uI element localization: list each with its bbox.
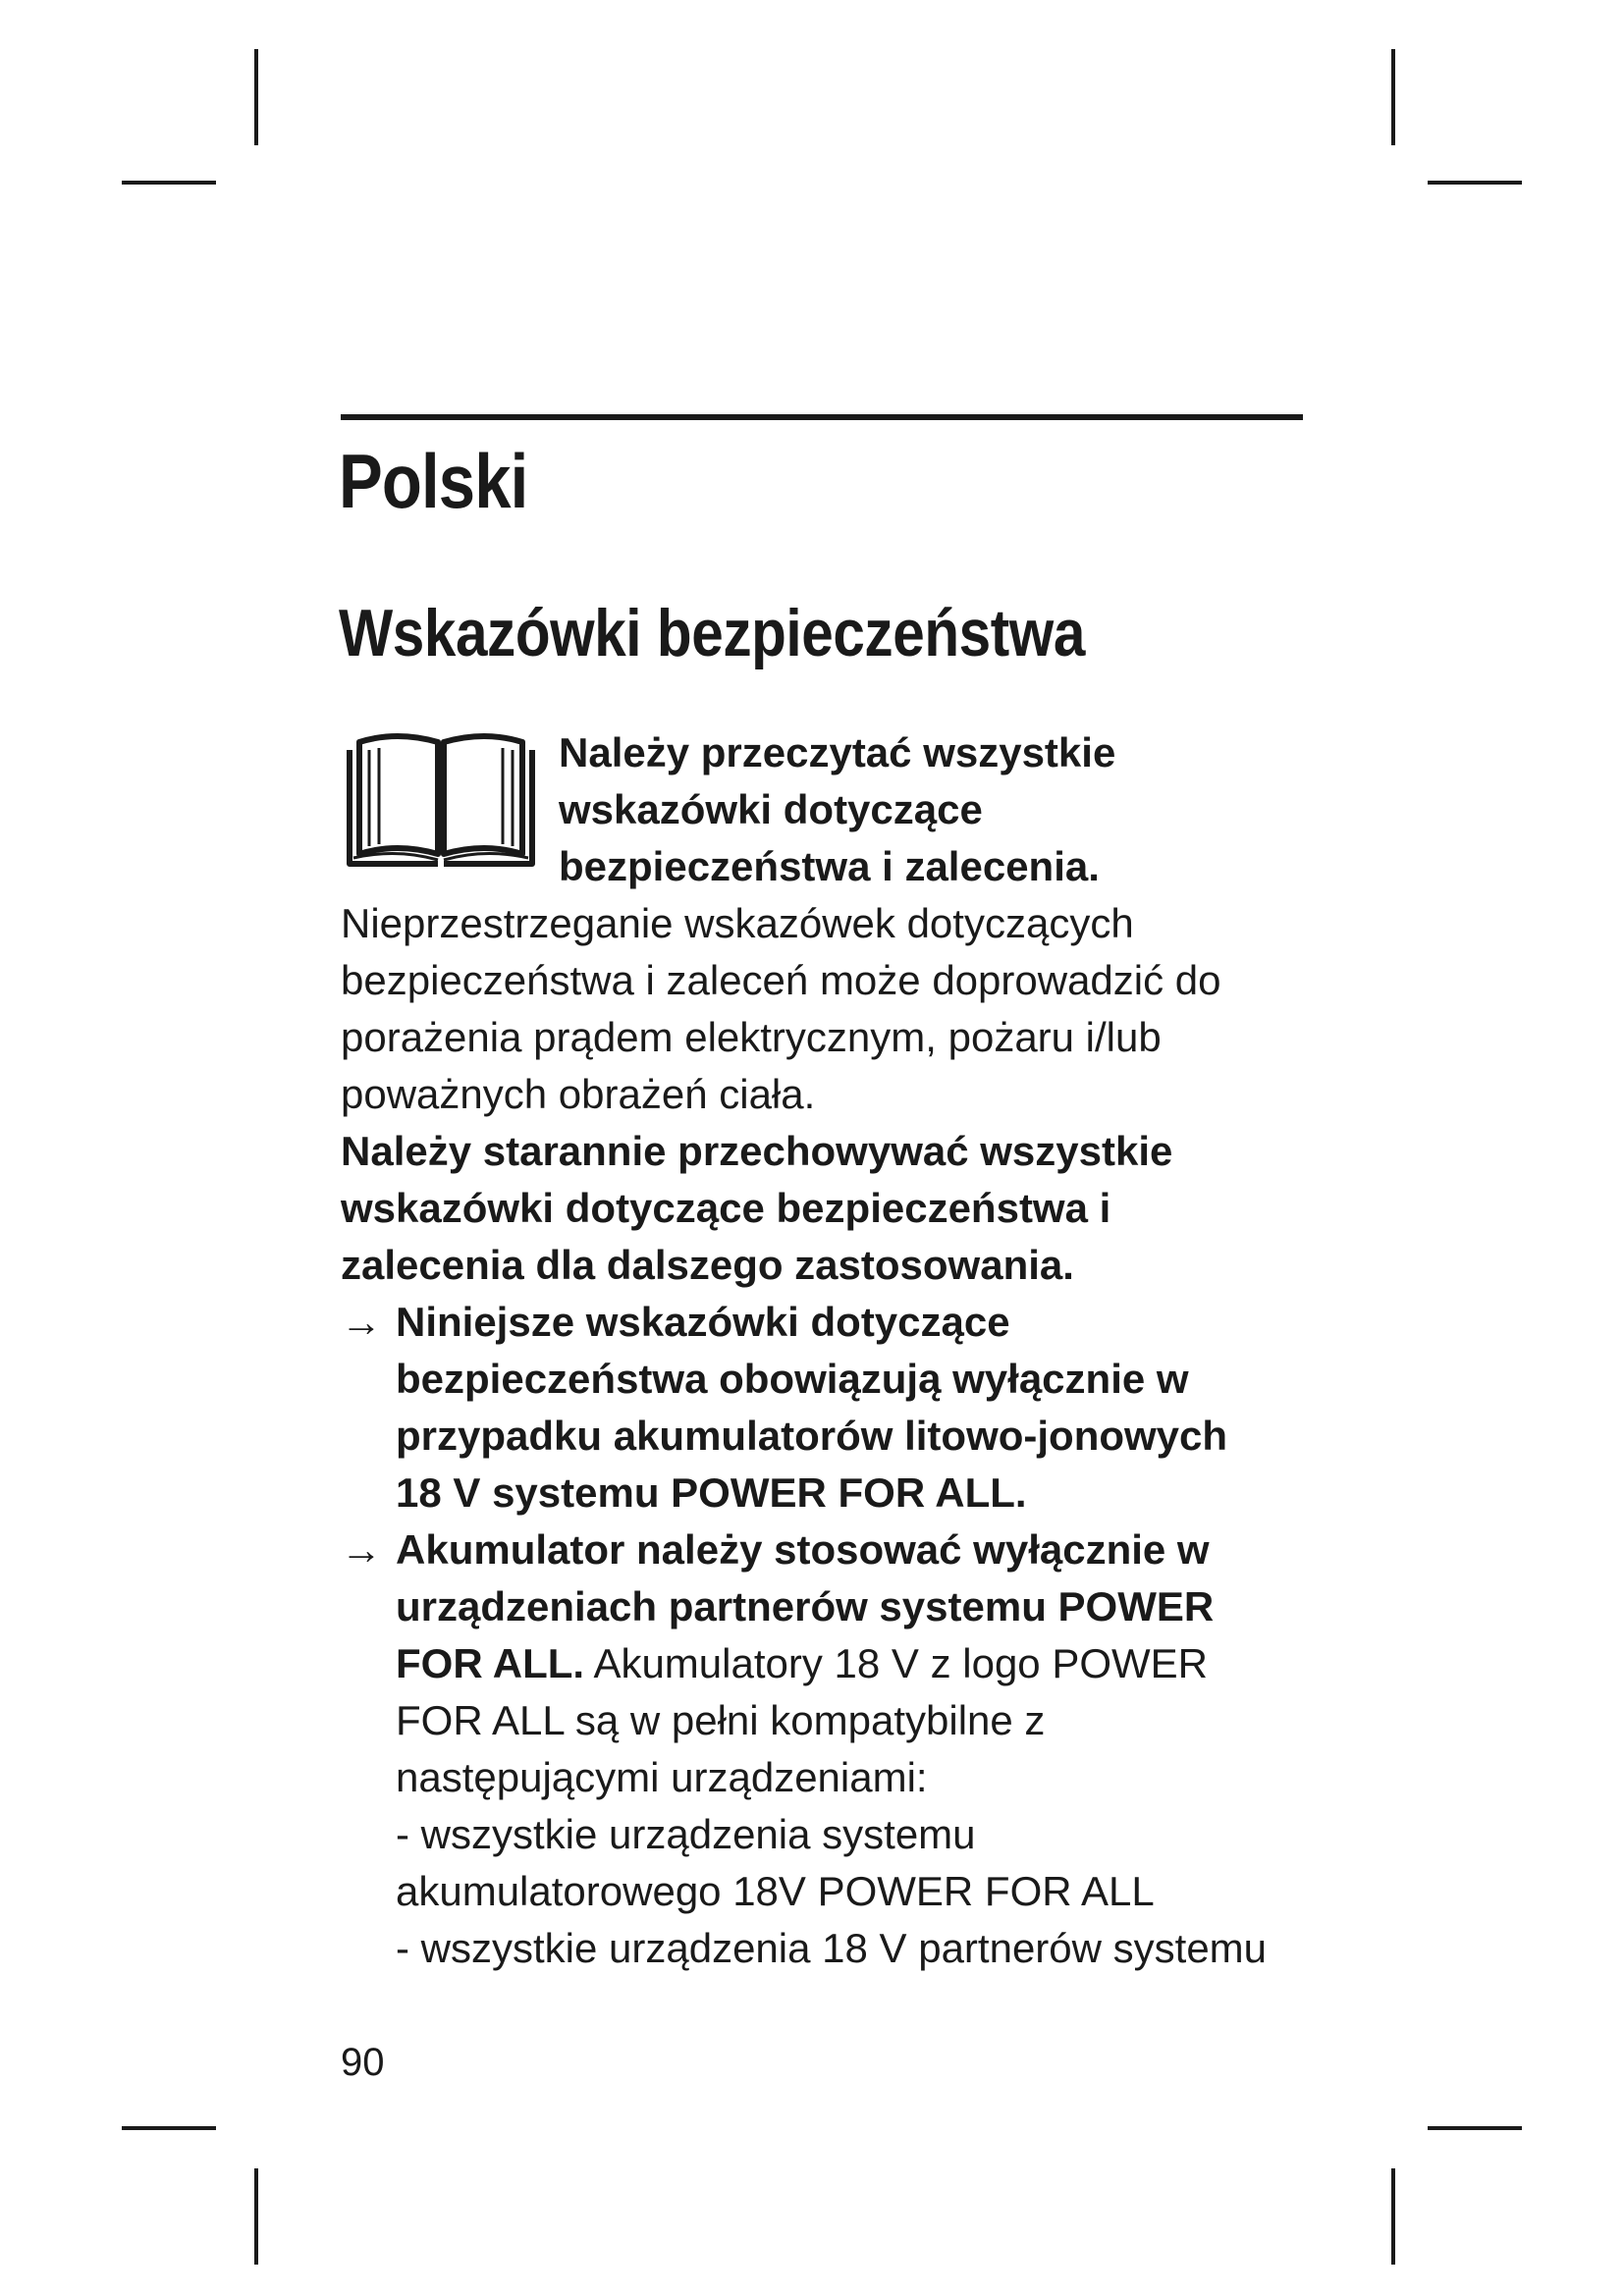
crop-mark-top-left-horizontal (122, 181, 216, 185)
keep-notice: Należy starannie przechowywać wszystkie wskazówki dotyczące bezpieczeństwa i zalecenia dla dalszego zastosowania. (341, 1128, 1173, 1288)
page-number: 90 (341, 2041, 385, 2084)
arrow-item-2-normal: Akumulatory 18 V z logo POWER FOR ALL są w pełni kompatybilne z następującymi urządzeniami: (396, 1640, 1209, 1800)
intro-bold: Należy przeczytać wszystkie wskazówki dotyczące bezpieczeństwa i zalecenia. (559, 729, 1116, 889)
sub-item-2: - wszystkie urządzenia 18 V partnerów systemu (396, 1925, 1268, 1971)
safety-text (341, 724, 1283, 1977)
intro-normal: Nieprzestrzeganie wskazówek dotyczących bezpieczeństwa i zaleceń może doprowadzić do porażenia prądem elektrycznym, pożaru i/lub poważnych obrażeń ciała. (341, 900, 1221, 1117)
arrow-item-2-bold: Akumulator należy stosować wyłącznie w urządzeniach partnerów systemu POWER FOR ALL. (396, 1526, 1215, 1686)
arrow-item-2 (341, 1522, 1283, 1977)
crop-mark-top-right-horizontal (1428, 181, 1522, 185)
heading-rule (341, 414, 1303, 420)
language-heading: Polski (339, 438, 528, 524)
arrow-icon: → (341, 1526, 382, 1573)
crop-mark-top-left-vertical (254, 49, 258, 145)
icon-spacer (341, 724, 559, 895)
arrow-item-1-bold: Niniejsze wskazówki dotyczące bezpieczeństwa obowiązują wyłącznie w przypadku akumulatorów litowo-jonowych 18 V systemu POWER FOR ALL. (396, 1299, 1228, 1516)
sub-item-1: - wszystkie urządzenia systemu akumulatorowego 18V POWER FOR ALL (396, 1811, 1155, 1914)
arrow-icon: → (341, 1299, 382, 1345)
crop-mark-top-right-vertical (1391, 49, 1395, 145)
crop-mark-bottom-left-horizontal (122, 2126, 216, 2130)
arrow-item-1 (341, 1294, 1283, 1522)
crop-mark-bottom-left-vertical (254, 2168, 258, 2265)
crop-mark-bottom-right-vertical (1391, 2168, 1395, 2265)
section-heading: Wskazówki bezpieczeństwa (339, 596, 1085, 670)
crop-mark-bottom-right-horizontal (1428, 2126, 1522, 2130)
arrow-item-2-text (396, 1522, 1283, 1806)
